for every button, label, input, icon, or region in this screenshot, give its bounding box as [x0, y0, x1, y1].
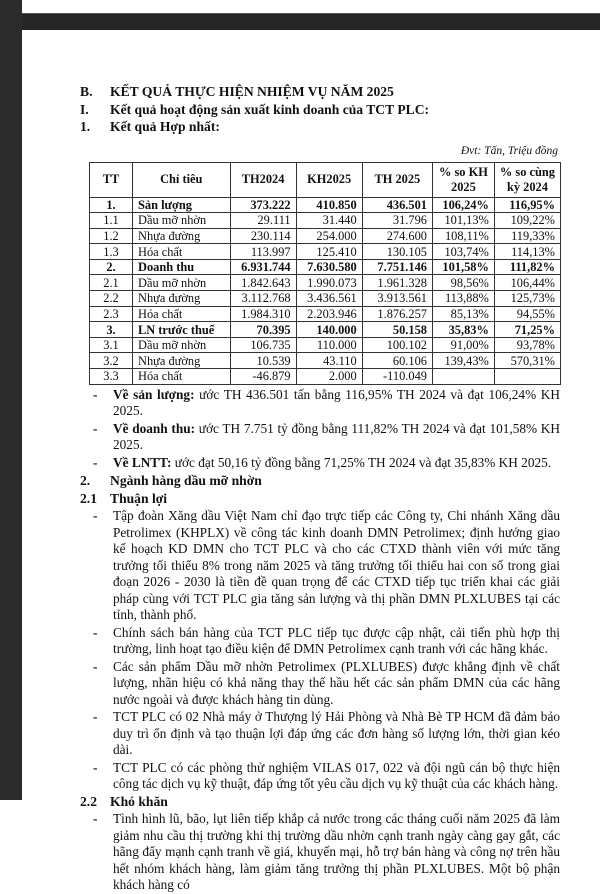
cell-indicator: Dầu mỡ nhờn — [133, 275, 231, 291]
cell-indicator: Dầu mỡ nhờn — [133, 337, 231, 353]
cell-pct-plan: 98,56% — [432, 275, 494, 291]
cell-th2025: 1.961.328 — [362, 275, 432, 291]
cell-th2025: 7.751.146 — [362, 259, 432, 275]
bullet-dash: - — [93, 454, 98, 470]
cell-kh2025: 3.436.561 — [296, 291, 362, 307]
summary-text: ước TH 436.501 tấn bằng 116,95% TH 2024 và đạt 106,24% KH 2025. — [113, 386, 560, 419]
table-row — [90, 291, 561, 307]
cell-pct-plan: 106,24% — [432, 197, 494, 213]
bullet-dash: - — [93, 658, 98, 674]
unit-note: Đvt: Tấn, Triệu đồng — [460, 144, 558, 157]
cell-pct-yoy: 116,95% — [494, 197, 560, 213]
cell-th2025: 50.158 — [362, 322, 432, 338]
section-i-heading — [80, 101, 560, 119]
table-row — [90, 353, 561, 369]
cell-th2024: 1.984.310 — [230, 306, 296, 322]
cell-tt: 2.3 — [90, 306, 133, 322]
cell-pct-yoy: 125,73% — [494, 291, 560, 307]
cell-kh2025: 31.440 — [296, 213, 362, 229]
cell-pct-plan: 103,74% — [432, 244, 494, 260]
cell-kh2025: 140.000 — [296, 322, 362, 338]
cell-kh2025: 410.850 — [296, 197, 362, 213]
section-title: Khó khăn — [110, 793, 168, 809]
cell-tt: 1.3 — [90, 244, 133, 260]
list-item-text: Tình hình lũ, bão, lụt liên tiếp khắp cả nước trong các tháng cuối năm 2025 đã làm giảm nhu cầu thị trường khi thị trường dầu nhờn cạnh tranh ngày càng gay gắt, các hãng đẩy mạnh cạnh tranh về giá, khuyến mại, hỗ trợ bán hàng và công nợ trên hầu hết nhóm khách hàng, làm giảm tăng trưởng thị phần PLXLUBES. Một bộ phận khách hàng có — [113, 811, 560, 893]
section-title: KẾT QUẢ THỰC HIỆN NHIỆM VỤ NĂM 2025 — [110, 84, 394, 99]
summary-text: ước TH 7.751 tỷ đồng bằng 111,82% TH 2024 và đạt 101,58% KH 2025. — [113, 420, 561, 453]
section-2-heading — [80, 472, 560, 490]
table-row — [90, 228, 561, 244]
table-row — [90, 197, 561, 213]
cell-th2024: 113.997 — [230, 244, 296, 260]
section-number: 1. — [80, 119, 91, 134]
list-item — [89, 811, 560, 894]
cell-th2025: 1.876.257 — [362, 306, 432, 322]
cell-pct-yoy: 93,78% — [494, 337, 560, 353]
cell-kh2025: 43.110 — [296, 353, 362, 369]
cell-indicator: Dầu mỡ nhờn — [133, 213, 231, 229]
summary-text: ước đạt 50,16 tỷ đồng bằng 71,25% TH 2024 và đạt 35,83% KH 2025. — [171, 454, 552, 470]
bullet-dash: - — [93, 709, 98, 725]
cell-th2024: 6.931.744 — [230, 259, 296, 275]
bullet-dash: - — [93, 420, 98, 436]
cell-pct-plan: 91,00% — [432, 337, 494, 353]
list-item — [89, 508, 560, 624]
cell-pct-plan: 113,88% — [432, 291, 494, 307]
section-1-heading — [80, 118, 560, 136]
header-th2024: TH2024 — [230, 162, 296, 197]
summary-label: Về sản lượng: — [113, 386, 195, 402]
cell-kh2025: 2.000 — [296, 369, 362, 385]
cell-kh2025: 125.410 — [296, 244, 362, 260]
cell-indicator: Nhựa đường — [133, 291, 231, 307]
section-2-1-heading — [80, 490, 560, 508]
cell-indicator: Doanh thu — [133, 259, 231, 275]
cell-tt: 3.3 — [90, 369, 133, 385]
list-item-text: Tập đoàn Xăng dầu Việt Nam chỉ đạo trực tiếp các Công ty, Chi nhánh Xăng dầu Petrolimex (KHPLX) về công tác kinh doanh DMN Petrolimex; định hướng giao kế hoạch KD DMN cho TCT PLC và cho các CTXD thành viên với mức tăng trưởng tối thiểu 8% trong năm 2025 và tăng trưởng tối thiểu hai con số trong giai đoạn 2026 - 2030 là tiền đề quan trọng để các CTXD tiếp tục triển khai các giải pháp cùng với TCT PLC gia tăng sản lượng và thị phần DMN PLXLUBES tại các tỉnh, thành phố. — [113, 508, 560, 623]
header-pct-yoy: % so cùng kỳ 2024 — [494, 162, 560, 197]
cell-tt: 2. — [90, 259, 133, 275]
table-body — [90, 197, 561, 384]
cell-indicator: Hóa chất — [133, 244, 231, 260]
section-b-heading — [80, 83, 560, 101]
table-row — [90, 275, 561, 291]
list-item — [89, 760, 560, 793]
cell-indicator: Hóa chất — [133, 306, 231, 322]
table-header-row — [90, 162, 561, 197]
cell-tt: 1.2 — [90, 228, 133, 244]
cell-pct-plan: 101,58% — [432, 259, 494, 275]
cell-pct-yoy: 71,25% — [494, 322, 560, 338]
cell-pct-yoy: 119,33% — [494, 228, 560, 244]
cell-indicator: Hóa chất — [133, 369, 231, 385]
cell-tt: 1. — [90, 197, 133, 213]
cell-th2025: -110.049 — [362, 369, 432, 385]
cell-th2025: 436.501 — [362, 197, 432, 213]
cell-th2025: 3.913.561 — [362, 291, 432, 307]
cell-kh2025: 110.000 — [296, 337, 362, 353]
document-page — [22, 30, 600, 893]
section-2-2-heading — [80, 793, 560, 811]
table-row — [90, 213, 561, 229]
cell-tt: 3. — [90, 322, 133, 338]
cell-indicator: Nhựa đường — [133, 228, 231, 244]
cell-th2024: 70.395 — [230, 322, 296, 338]
section-number: I. — [80, 101, 89, 117]
summary-label: Về LNTT: — [113, 454, 172, 470]
cell-tt: 3.1 — [90, 337, 133, 353]
cell-pct-plan: 35,83% — [432, 322, 494, 338]
cell-indicator: LN trước thuế — [133, 322, 231, 338]
bullet-dash: - — [93, 508, 98, 524]
cell-th2024: 10.539 — [230, 353, 296, 369]
cell-kh2025: 2.203.946 — [296, 306, 362, 322]
table-row — [90, 244, 561, 260]
cell-pct-plan: 85,13% — [432, 306, 494, 322]
list-item-text: TCT PLC có 02 Nhà máy ở Thượng lý Hải Phòng và Nhà Bè TP HCM đã đảm bảo duy trì ổn định và tạo thuận lợi đáp ứng các đơn hàng số lượng lớn, thời gian kéo dài. — [113, 709, 560, 758]
viewer-page-separator — [22, 13, 600, 31]
cell-pct-yoy — [494, 369, 560, 385]
section-number: 2.2 — [80, 793, 97, 809]
cell-pct-yoy: 114,13% — [494, 244, 560, 260]
cell-th2024: 373.222 — [230, 197, 296, 213]
table-row — [90, 337, 561, 353]
cell-th2025: 60.106 — [362, 353, 432, 369]
table-row — [90, 306, 561, 322]
bullet-dash: - — [93, 811, 98, 827]
document-content — [80, 83, 560, 894]
cell-tt: 2.2 — [90, 291, 133, 307]
cell-tt: 2.1 — [90, 275, 133, 291]
section-title: Kết quả hoạt động sản xuất kinh doanh của TCT PLC: — [110, 101, 430, 117]
cell-kh2025: 7.630.580 — [296, 259, 362, 275]
list-item-text: Các sản phẩm Dầu mỡ nhờn Petrolimex (PLXLUBES) được khẳng định về chất lượng, nhãn hiệu có khả năng thay thế hầu hết các sản phẩm DMN của các hãng nước ngoài và được khách hàng tin dùng. — [113, 658, 560, 707]
section-title: Ngành hàng dầu mỡ nhờn — [110, 473, 262, 489]
table-row — [90, 369, 561, 385]
cell-pct-plan: 108,11% — [432, 228, 494, 244]
header-kh2025: KH2025 — [296, 162, 362, 197]
cell-kh2025: 1.990.073 — [296, 275, 362, 291]
results-table — [89, 162, 561, 385]
cell-pct-plan: 101,13% — [432, 213, 494, 229]
summary-label: Về doanh thu: — [113, 420, 196, 436]
header-indicator: Chỉ tiêu — [133, 162, 231, 197]
cell-th2024: 3.112.768 — [230, 291, 296, 307]
cell-pct-yoy: 94,55% — [494, 306, 560, 322]
cell-th2025: 31.796 — [362, 213, 432, 229]
list-item — [89, 709, 560, 759]
cell-pct-yoy: 111,82% — [494, 259, 560, 275]
header-tt: TT — [90, 162, 133, 197]
table-row — [90, 322, 561, 338]
cell-indicator: Sản lượng — [133, 197, 231, 213]
summary-item — [89, 455, 560, 472]
summary-list — [89, 387, 560, 472]
list-item — [89, 625, 560, 658]
cell-th2024: 29.111 — [230, 213, 296, 229]
cell-kh2025: 254.000 — [296, 228, 362, 244]
cell-th2024: 230.114 — [230, 228, 296, 244]
cell-pct-plan — [432, 369, 494, 385]
cell-th2025: 130.105 — [362, 244, 432, 260]
list-item-text: TCT PLC có các phòng thử nghiệm VILAS 017, 022 và đội ngũ cán bộ thực hiện công tác dịch vụ kỹ thuật, đáp ứng tốt yêu cầu dịch vụ kỹ thuật của các khách hàng. — [113, 759, 560, 792]
viewer-left-strip — [0, 0, 22, 800]
cell-th2024: 106.735 — [230, 337, 296, 353]
header-th2025: TH 2025 — [362, 162, 432, 197]
cell-tt: 1.1 — [90, 213, 133, 229]
bullet-dash: - — [93, 624, 98, 640]
section-number: 2. — [80, 473, 91, 489]
summary-item — [89, 387, 560, 420]
cell-th2024: -46.879 — [230, 369, 296, 385]
list-item-text: Chính sách bán hàng của TCT PLC tiếp tục được cập nhật, cải tiến phù hợp thị trường, linh hoạt tạo điều kiện để DMN Petrolimex cạnh tranh với các hãng khác. — [113, 624, 560, 657]
advantages-list — [89, 508, 560, 793]
table-row — [90, 259, 561, 275]
section-number: B. — [80, 84, 93, 99]
header-pct-plan: % so KH 2025 — [432, 162, 494, 197]
summary-item — [89, 421, 560, 454]
section-number: 2.1 — [80, 490, 97, 506]
cell-pct-yoy: 570,31% — [494, 353, 560, 369]
section-title: Kết quả Hợp nhất: — [110, 119, 220, 134]
cell-pct-yoy: 106,44% — [494, 275, 560, 291]
section-title: Thuận lợi — [110, 490, 168, 506]
cell-th2024: 1.842.643 — [230, 275, 296, 291]
cell-th2025: 100.102 — [362, 337, 432, 353]
cell-indicator: Nhựa đường — [133, 353, 231, 369]
cell-tt: 3.2 — [90, 353, 133, 369]
bullet-dash: - — [93, 759, 98, 775]
bullet-dash: - — [93, 386, 98, 402]
cell-th2025: 274.600 — [362, 228, 432, 244]
difficulties-list — [89, 811, 560, 894]
cell-pct-yoy: 109,22% — [494, 213, 560, 229]
cell-pct-plan: 139,43% — [432, 353, 494, 369]
list-item — [89, 659, 560, 709]
